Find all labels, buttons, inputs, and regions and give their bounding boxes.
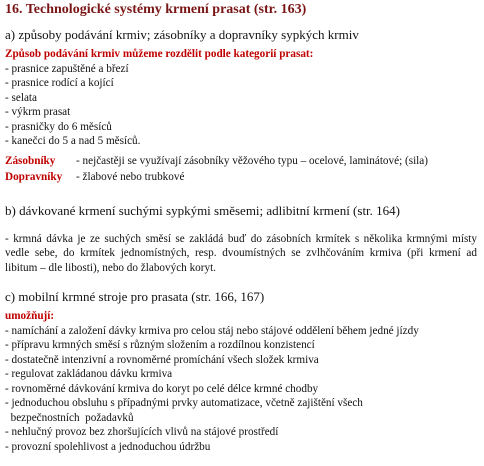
list-item: - prasnice zapuštěné a březí <box>5 62 129 75</box>
list-item: - dostatečně intenzivní a rovnoměrné promíchání všech složek krmiva <box>5 353 319 366</box>
list-item: - nehlučný provoz bez zhoršujících vlivů na stájové prostředí <box>5 426 279 438</box>
section-b-paragraph: - krmná dávka je ze suchých směsí se zakládá buď do zásobních krmítek s několika krmnými místy vedle sebe, do krmítek jednomístných, resp. dvoumístných se zvlhčováním krmiva (při krmení ad libitum – dle libosti), nebo do žlabových koryt. <box>5 233 477 274</box>
term-zasobniky-desc: - nejčastěji se využívají zásobníky věžového typu – ocelové, laminátové; (sila) <box>76 155 428 167</box>
term-dopravniky: Dopravníky <box>5 171 63 183</box>
term-dopravniky-desc: - žlabové nebo trubkové <box>76 171 185 183</box>
term-zasobniky: Zásobníky <box>5 155 56 167</box>
section-c-list <box>5 309 419 454</box>
list-item: - výkrm prasat <box>5 106 71 118</box>
section-c-label: umožňují: <box>5 310 55 322</box>
list-item: - provozní spolehlivost a jednoduchou údržbu <box>5 440 211 453</box>
list-item-continuation: bezpečnostních požadavků <box>5 411 134 424</box>
list-item: - kanečci do 5 a nad 5 měsíců. <box>5 135 141 147</box>
section-b-heading: b) dávkované krmení suchými sypkými směsemi; adlibitní krmení (str. 164) <box>5 203 400 218</box>
section-a-intro: Způsob podávání krmiv můžeme rozdělit podle kategorií prasat: <box>5 48 314 60</box>
list-item: - prasnice rodící a kojící <box>5 77 114 89</box>
list-item: - rovnoměrné dávkování krmiva do koryt po celé délce krmné chodby <box>5 382 319 395</box>
section-c-heading: c) mobilní krmné stroje pro prasata (str. 166, 167) <box>5 289 265 304</box>
list-item: - regulovat zakládanou dávku krmiva <box>5 368 173 380</box>
page-title: 16. Technologické systémy krmení prasat (str. 163) <box>5 2 307 17</box>
list-item: - selata <box>5 91 37 104</box>
list-item: - prasničky do 6 měsíců <box>5 120 112 133</box>
section-a-heading: a) způsoby podávání krmiv; zásobníky a dopravníky sypkých krmiv <box>5 27 359 42</box>
list-item: - přípravu krmných směsí s různým složením a rozdílnou konzistencí <box>5 339 315 351</box>
section-a-list <box>5 47 313 149</box>
list-item: - namíchání a založení dávky krmiva pro celou stáj nebo stájové oddělení během jedné jízdy <box>5 324 419 337</box>
list-item: - jednoduchou obsluhu s případnými prvky automatizace, včetně zajištění všech <box>5 397 363 409</box>
